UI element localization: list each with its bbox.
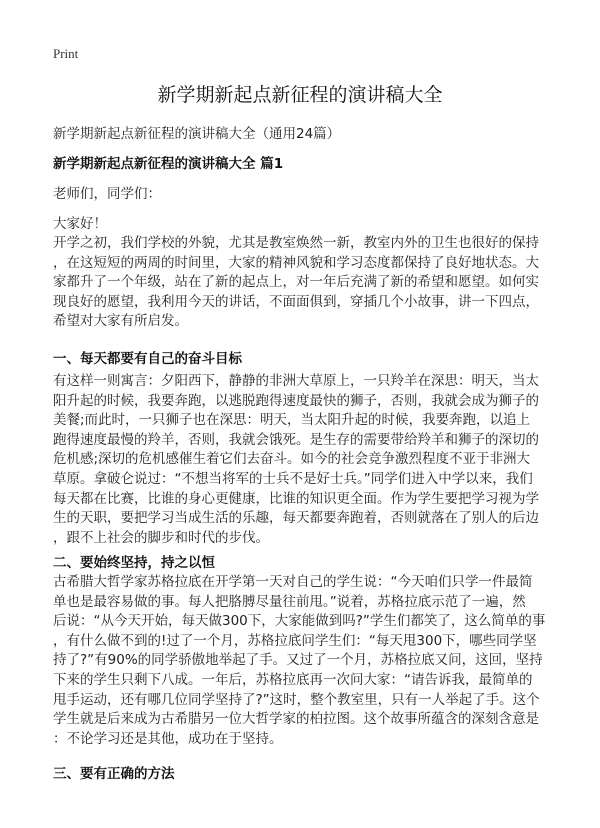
heading-2: 二、要始终坚持，持之以恒 [53,555,215,571]
text-line: 甩手运动，还有哪几位同学坚持了?”这时，整个教室里，只有一人举起了手。这个 [53,691,540,708]
text-line: ，有什么做不到的!过了一个月，苏格拉底问学生们：“每天甩300下，哪些同学坚 [53,632,537,649]
text-line: 希望对大家有所启发。 [53,313,188,330]
text-line: 后说：“从今天开始，每天做300下，大家能做到吗?”学生们都笑了，这么简单的事 [53,613,546,630]
text-line: 下来的学生只剩下八成。一年后，苏格拉底再一次问大家：“请告诉我，最简单的 [53,671,533,688]
print-link[interactable]: Print [53,46,79,61]
text-line: 开学之初，我们学校的外貌，尤其是教室焕然一新，教室内外的卫生也很好的保持 [53,235,539,251]
text-line: 美餐;而此时，一只狮子也在深思：明天，当太阳升起的时候，我要奔跑，以追上 [53,412,531,429]
text-line: 阳升起的时候，我要奔跑，以逃脱跑得速度最快的狮子，否则，我就会成为狮子的 [53,392,539,409]
text-line: 跑得速度最慢的羚羊，否则，我就会饿死。是生存的需要带给羚羊和狮子的深切的 [53,431,539,448]
text-line: 古希腊大哲学家苏格拉底在开学第一天对自己的学生说：“今天咱们只学一件最简 [53,574,533,590]
text-line: 持了?”有90%的同学骄傲地举起了手。又过了一个月，苏格拉底又问，这回，坚持 [53,652,543,669]
text-line: ：不论学习还是其他，成功在于坚持。 [53,730,283,747]
text-line: 每天都在比赛，比谁的身心更健康，比谁的知识更全面。作为学生要把学习视为学 [53,490,539,507]
paragraph-intro [53,234,553,332]
text-line: 生的天职，要把学习当成生活的乐趣，每天都要奔跑着，否则就落在了别人的后边 [53,510,539,527]
heading-3: 三、要有正确的方法 [53,766,175,782]
section-title: 新学期新起点新征程的演讲稿大全 篇1 [53,156,284,172]
greeting-teachers: 老师们，同学们： [53,186,161,202]
text-line: ，在这短短的两周的时间里，大家的精神风貌和学习态度都保持了良好地状态。大 [53,254,539,271]
subtitle: 新学期新起点新征程的演讲稿大全（通用24篇） [53,126,341,142]
text-line: 家都升了一个年级，站在了新的起点上，对一年后充满了新的希望和愿望。如何实 [53,274,539,291]
page-title: 新学期新起点新征程的演讲稿大全 [157,84,443,106]
text-line: 单也是最容易做的事。每人把胳膊尽量往前甩。”说着，苏格拉底示范了一遍，然 [53,593,526,610]
text-line: 现良好的愿望，我利用今天的讲话，不面面俱到，穿插几个小故事，讲一下四点， [53,293,539,310]
text-line: 草原。拿破仑说过：“不想当将军的士兵不是好士兵。”同学们进入中学以来，我们 [53,470,533,487]
greeting-all: 大家好！ [53,216,107,232]
text-line: 学生就是后来成为古希腊另一位大哲学家的柏拉图。这个故事所蕴含的深刻含意是 [53,711,539,728]
heading-1: 一、每天都要有自己的奋斗目标 [53,351,242,367]
text-line: 危机感;深切的危机感催生着它们去奋斗。如今的社会竞争激烈程度不亚于非洲大 [53,451,531,468]
text-line: 有这样一则寓言：夕阳西下，静静的非洲大草原上，一只羚羊在深思：明天，当太 [53,373,539,389]
text-line: ，跟不上社会的脚步和时代的步伐。 [53,529,269,546]
paragraph-1 [53,372,553,548]
paragraph-2 [53,573,553,749]
